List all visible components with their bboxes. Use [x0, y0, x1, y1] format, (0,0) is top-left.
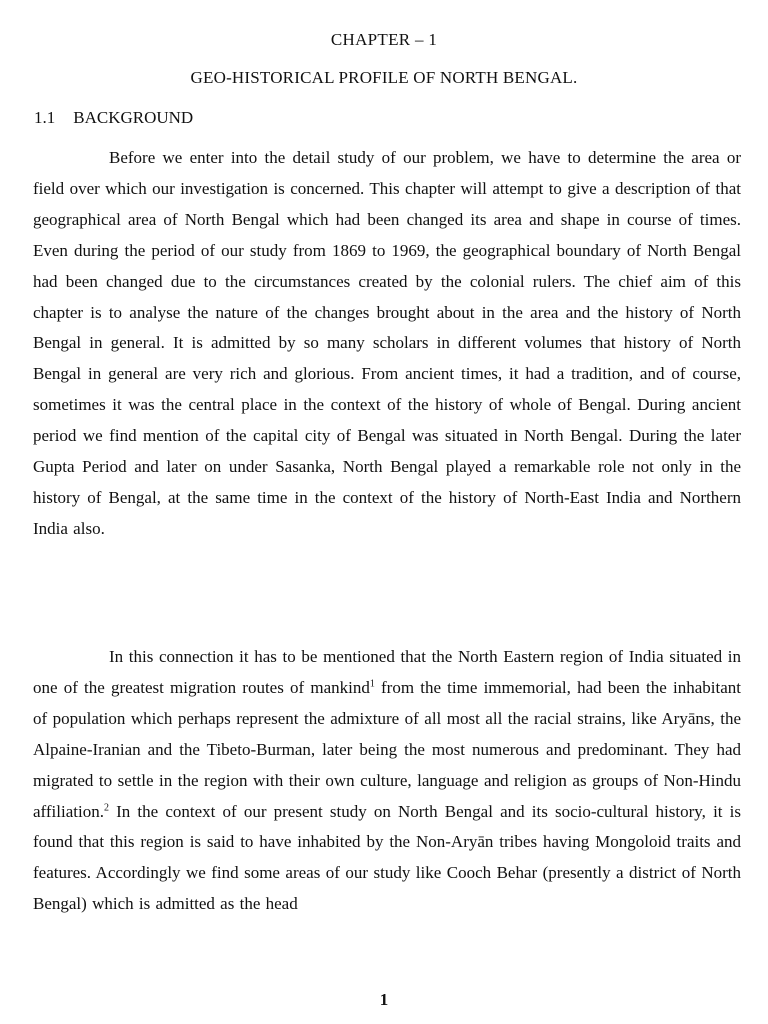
body-paragraph: Before we enter into the detail study of our problem, we have to determine the area or field over which our investigation is concerned. This chapter will attempt to give a description of that geographical area of North Bengal which had been changed its area and shape in course of times. Even during the period of our study from 1869 to 1969, the geographical boundary of North Bengal had been changed due to the circumstances created by the colonial rulers. The chief aim of this chapter is to analyse the nature of the changes brought about in the area and the history of North Bengal in general. It is admitted by so many scholars in different volumes that history of North Bengal in general are very rich and glorious. From ancient times, it had a tradition, and of course, sometimes it was the central place in the context of the history of whole of Bengal. During ancient period we find mention of the capital city of Bengal was situated in North Bengal. During the later Gupta Period and later on under Sasanka, North Bengal played a remarkable role not only in the history of Bengal, at the same time in the context of the history of North-East India and Northern India also.	[33, 148, 741, 538]
page-number: 1	[379, 990, 389, 1009]
section-number: 1.1	[34, 108, 56, 127]
paragraph-text: from the time immemorial, had been the inhabitant of population which perhaps represent the admixture of all most all the racial strains, like Aryāns, the Alpaine-Iranian and the Tibeto-Burman, later being the most numerous and predominant. They had migrated to settle in the region with their own culture, language and religion as groups of Non-Hindu affiliation.	[33, 677, 741, 821]
footnote-marker: 1	[369, 678, 375, 690]
body-paragraph	[33, 642, 741, 920]
paragraph-text: In the context of our present study on North Bengal and its socio-cultural history, it is found that this region is said to have inhabited by the Non-Aryān tribes having Mongoloid traits and features. Accordingly we find some areas of our study like Cooch Behar (presently a district of North Bengal) which is admitted as the head	[33, 801, 741, 914]
section-title: BACKGROUND	[73, 108, 194, 127]
chapter-title: GEO-HISTORICAL PROFILE OF NORTH BENGAL.	[190, 68, 578, 87]
footnote-marker: 2	[103, 801, 109, 813]
section-heading	[34, 108, 193, 128]
paragraph-text: In this connection it has to be mentioned that the North Eastern region of India situated in one of the greatest migration routes of mankind	[33, 647, 741, 697]
chapter-label: CHAPTER – 1	[330, 30, 438, 49]
